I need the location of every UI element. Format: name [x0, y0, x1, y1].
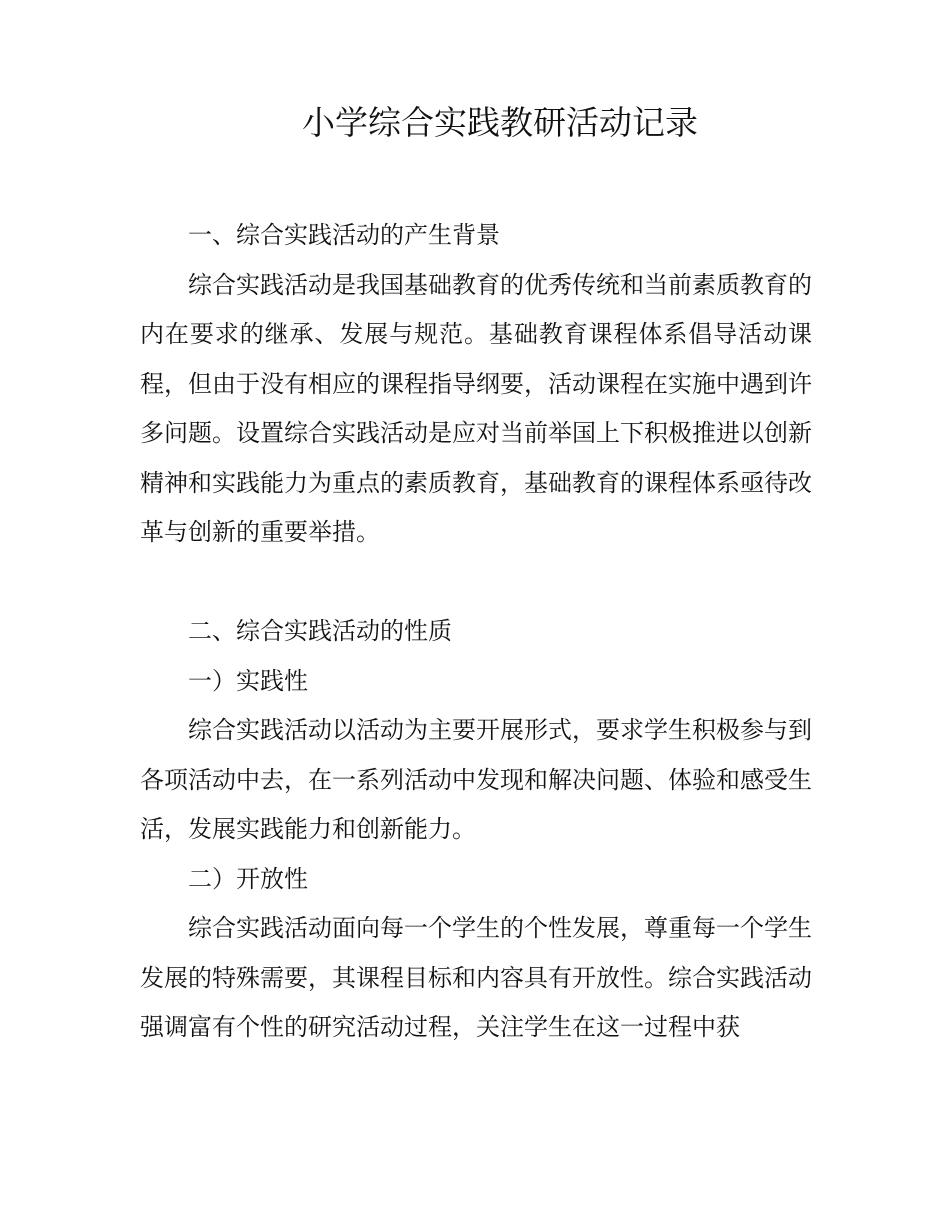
subsection-practicality-heading: 一）实践性 — [188, 666, 308, 695]
subsection-openness-heading: 二）开放性 — [188, 864, 308, 893]
document-title: 小学综合实践教研活动记录 — [302, 103, 698, 142]
section-2-heading: 二、综合实践活动的性质 — [188, 617, 452, 645]
subsection-practicality-paragraph: 综合实践活动以活动为主要开展形式，要求学生积极参与到各项活动中去，在一系列活动中发现和解决问题、体验和感受生活，发展实践能力和创新能力。 — [140, 716, 812, 843]
section-1-heading: 一、综合实践活动的产生背景 — [188, 221, 500, 249]
section-spacer — [140, 558, 812, 608]
section-1-paragraph: 综合实践活动是我国基础教育的优秀传统和当前素质教育的内在要求的继承、发展与规范。基础教育课程体系倡导活动课程，但由于没有相应的课程指导纲要，活动课程在实施中遇到许多问题。设置综合实践活动是应对当前举国上下积极推进以创新精神和实践能力为重点的素质教育，基础教育的课程体系亟待改革与创新的重要举措。 — [140, 270, 812, 546]
document-body — [140, 211, 812, 1053]
subsection-openness-paragraph: 综合实践活动面向每一个学生的个性发展，尊重每一个学生发展的特殊需要，其课程目标和内容具有开放性。综合实践活动强调富有个性的研究活动过程，关注学生在这一过程中获 — [140, 914, 812, 1041]
